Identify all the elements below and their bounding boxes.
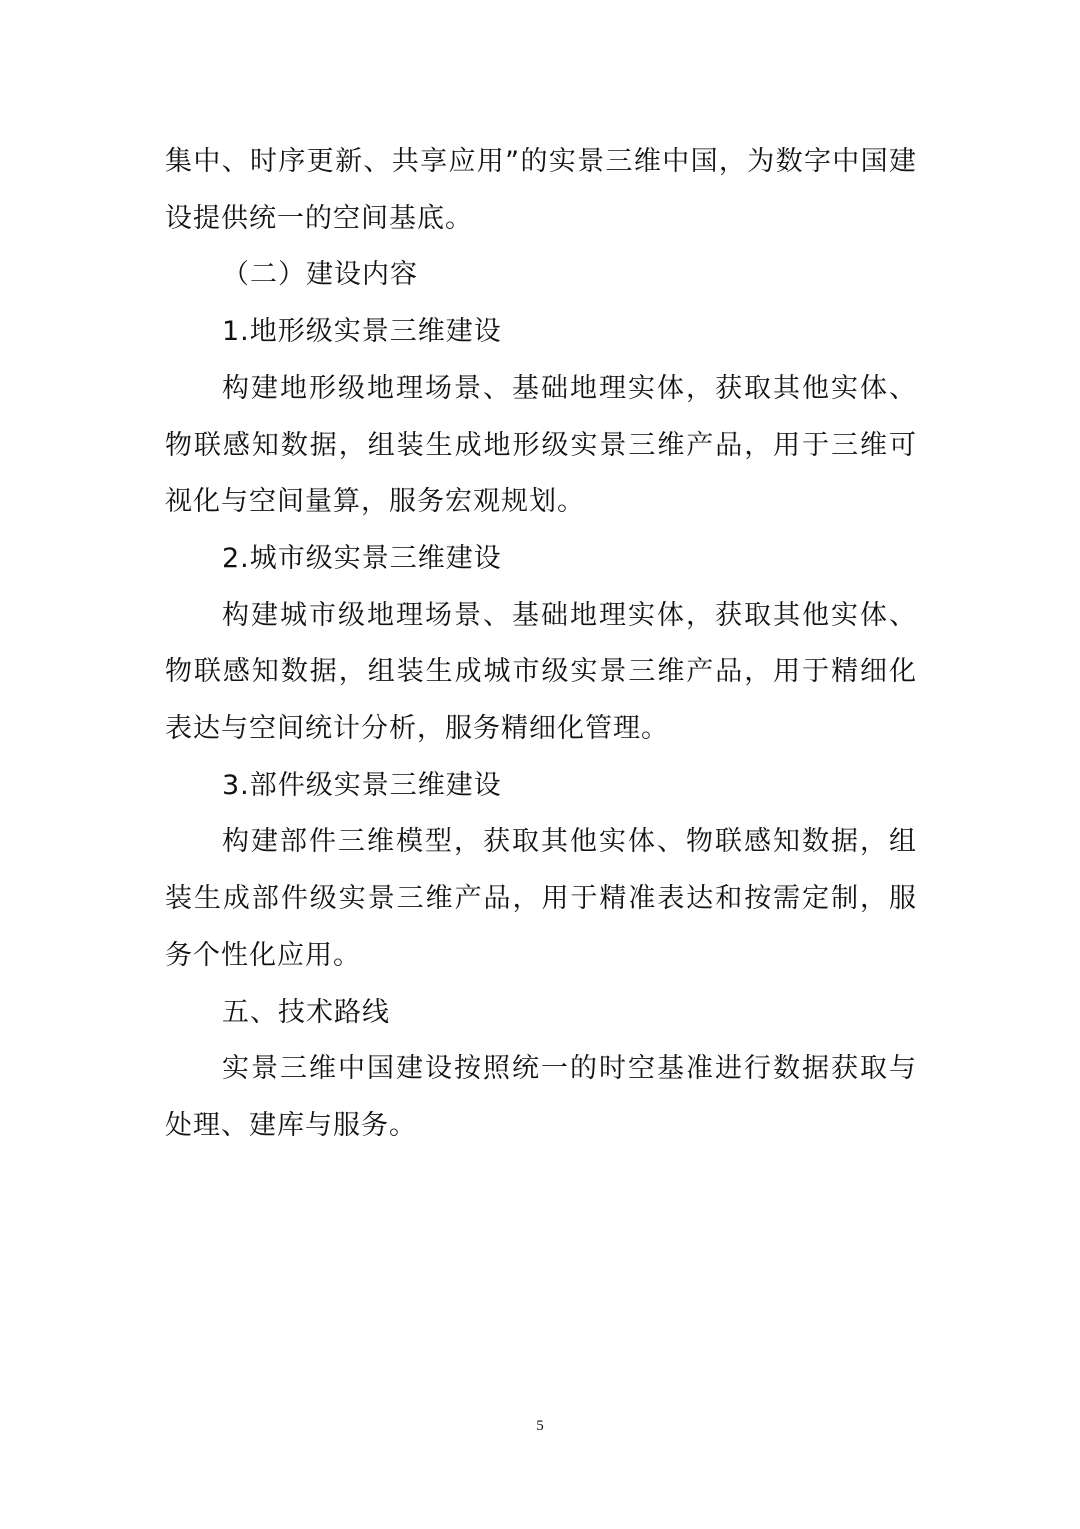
paragraph-continuation: 集中、时序更新、共享应用”的实景三维中国，为数字中国建设提供统一的空间基底。 [165,146,917,234]
paragraph-component-level: 构建部件三维模型，获取其他实体、物联感知数据，组装生成部件级实景三维产品，用于精准表达和按需定制，服务个性化应用。 [165,826,917,971]
item-heading-component-level: 3.部件级实景三维建设 [222,769,502,801]
item-heading-city-level: 2.城市级实景三维建设 [222,542,502,574]
section-heading-technical-route: 五、技术路线 [222,996,390,1028]
paragraph-city-level: 构建城市级地理场景、基础地理实体，获取其他实体、物联感知数据，组装生成城市级实景三维产品，用于精细化表达与空间统计分析，服务精细化管理。 [165,599,917,745]
paragraph-technical-route: 实景三维中国建设按照统一的时空基准进行数据获取与处理、建库与服务。 [165,1053,917,1141]
page-number: 5 [536,1418,544,1434]
body-text [165,134,917,1155]
item-heading-terrain-level: 1.地形级实景三维建设 [222,316,502,348]
subsection-heading-construction-content: （二）建设内容 [222,259,418,291]
paragraph-terrain-level: 构建地形级地理场景、基础地理实体，获取其他实体、物联感知数据，组装生成地形级实景三维产品，用于三维可视化与空间量算，服务宏观规划。 [165,372,917,518]
